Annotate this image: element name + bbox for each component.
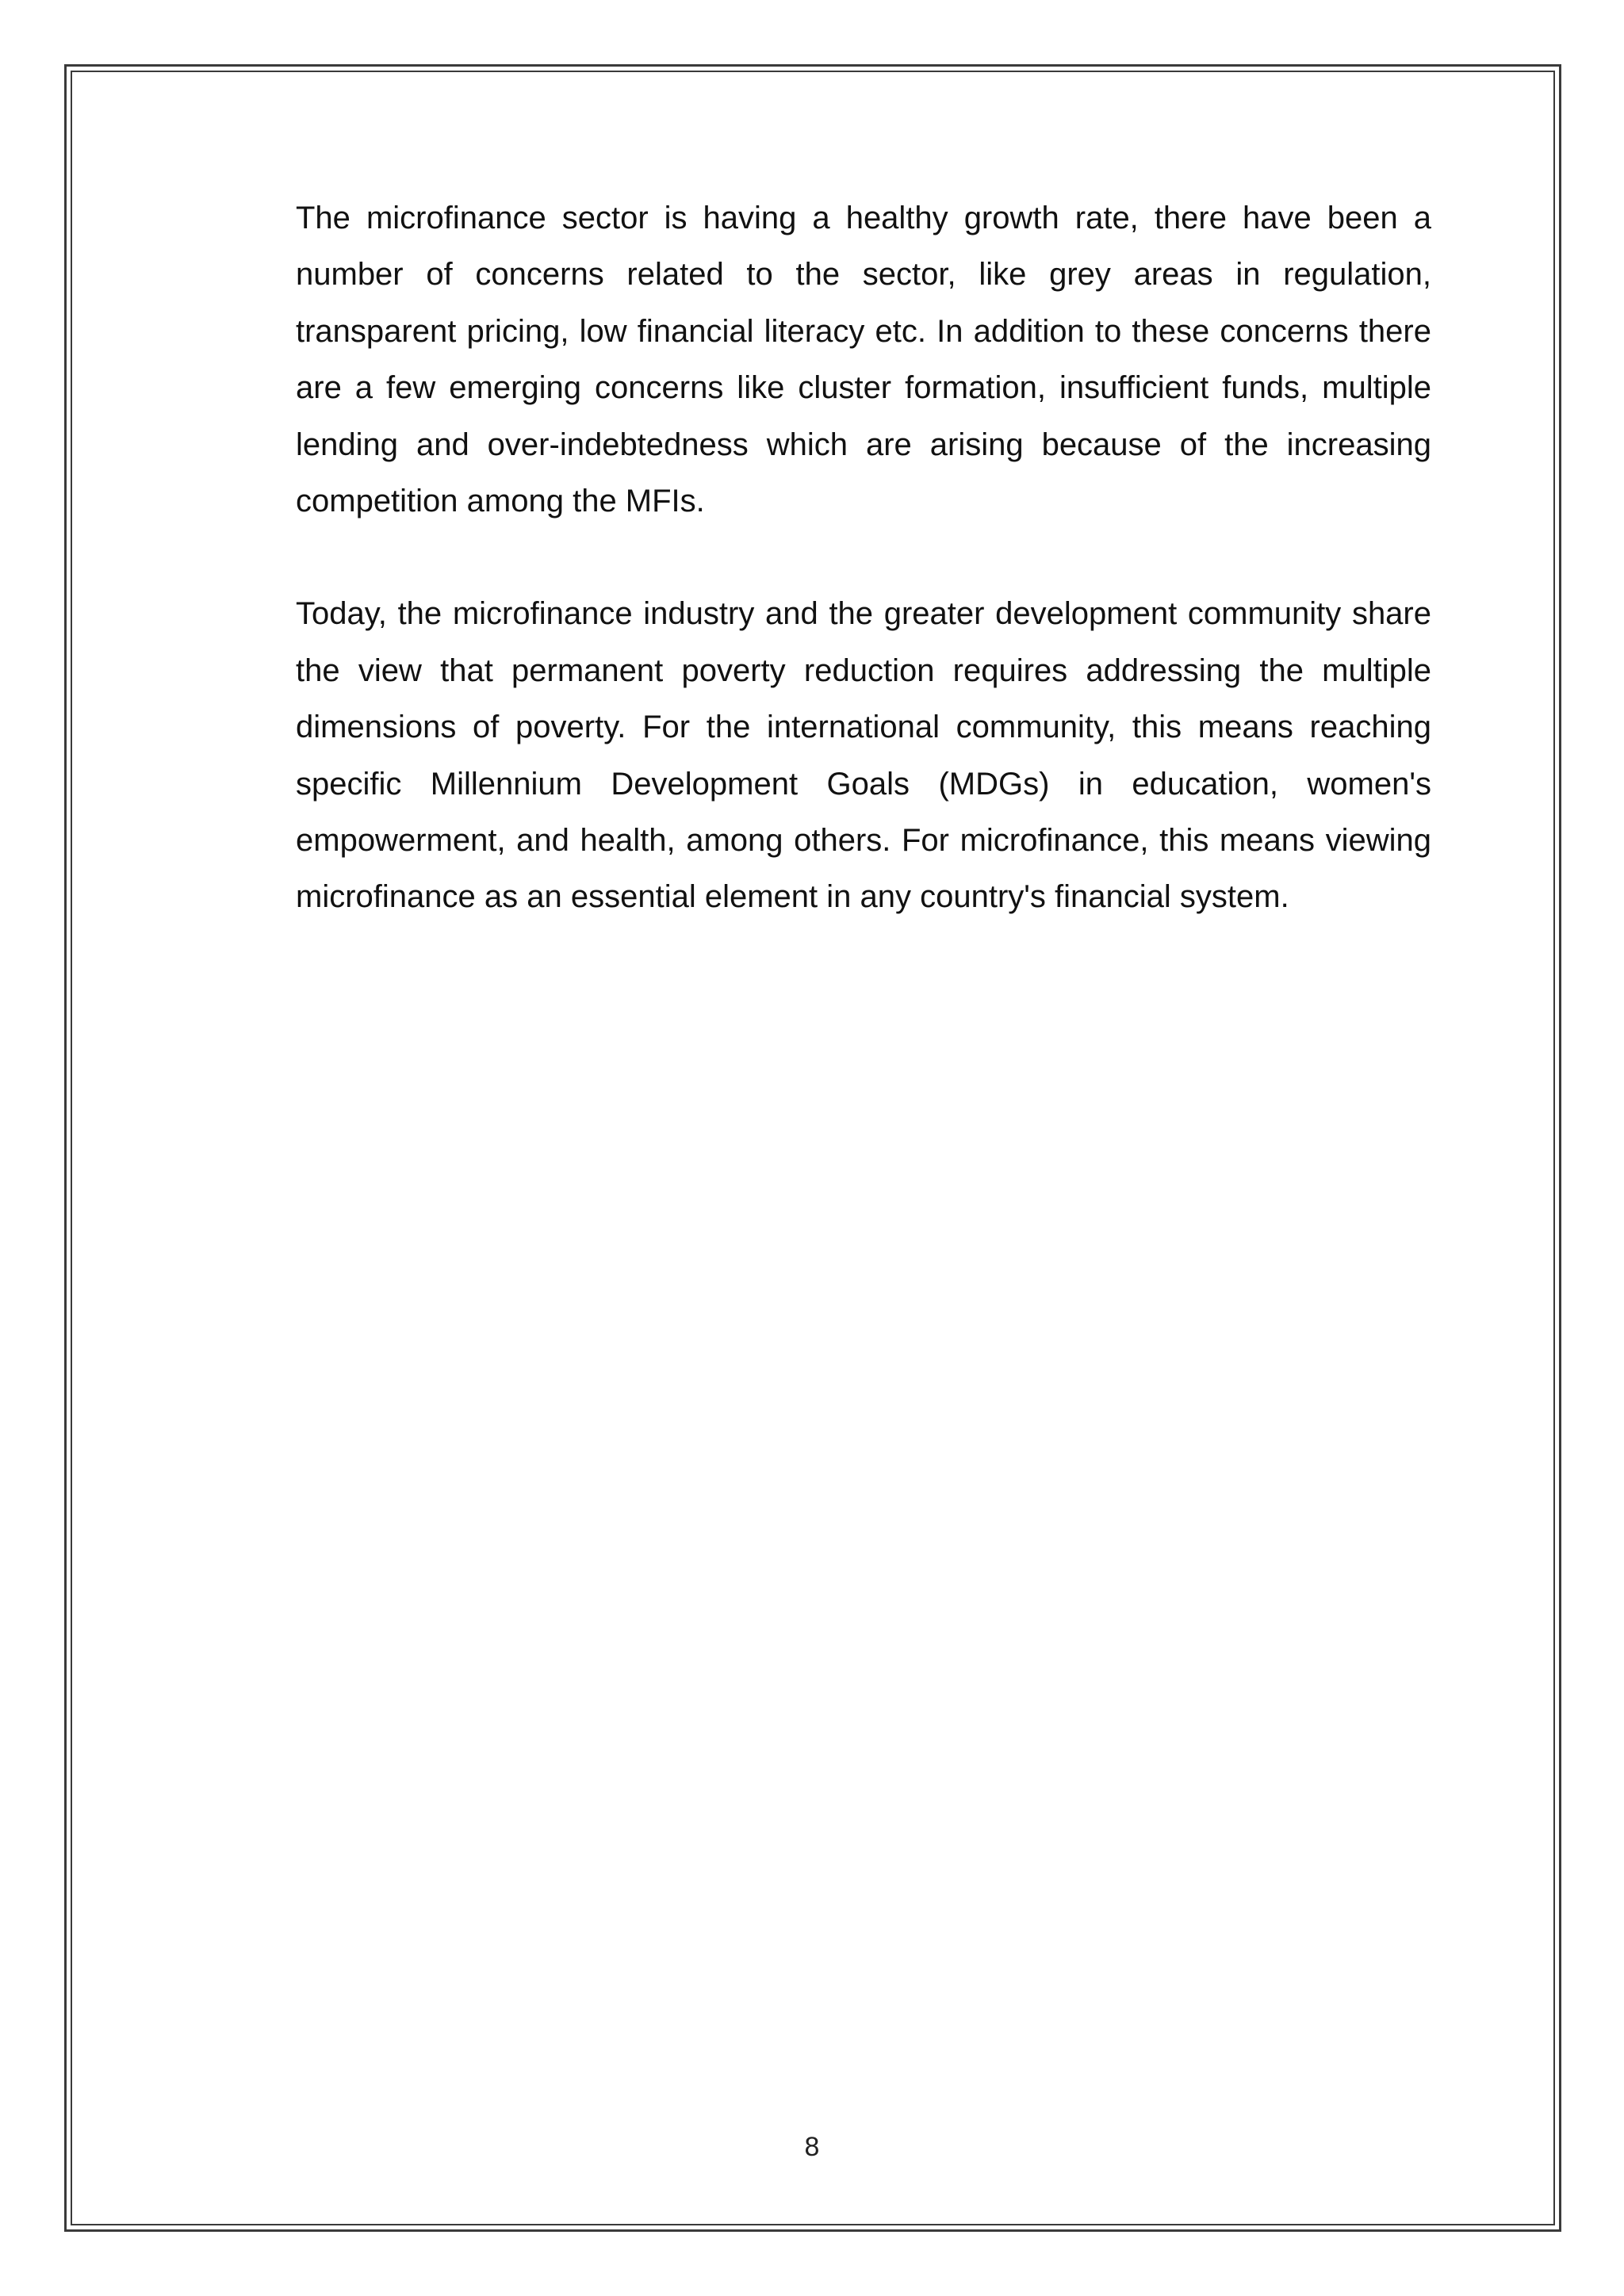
paragraph-1: The microfinance sector is having a healthy growth rate, there have been a number of concerns related to the sector, like grey areas in regulation, transparent pricing, low financial literacy etc. In addition to these concerns there are a few emerging concerns like cluster formation, insufficient funds, multiple lending and over-indebtedness which are arising because of the increasing competition among the MFIs. (296, 201, 1431, 519)
page-number: 8 (804, 2132, 820, 2162)
document-body (296, 190, 1431, 926)
paragraph-2: Today, the microfinance industry and the greater development community share the view that permanent poverty reduction requires addressing the multiple dimensions of poverty. For the international community, this means reaching specific Millennium Development Goals (MDGs) in education, women's empowerment, and health, among others. For microfinance, this means viewing microfinance as an essential element in any country's financial system. (296, 596, 1431, 915)
